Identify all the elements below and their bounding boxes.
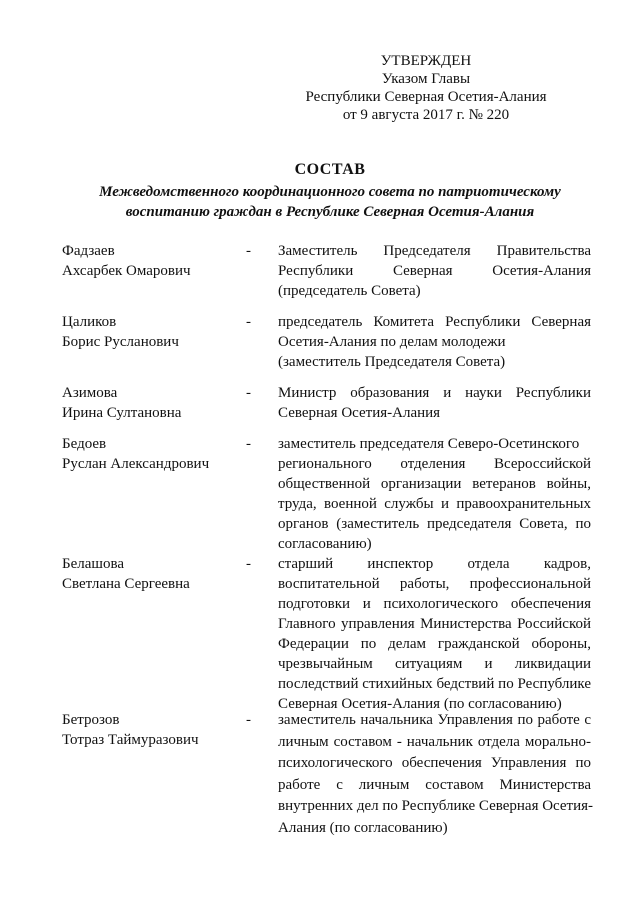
role-line: председатель Комитета Республики Северная (278, 314, 591, 330)
role-line: работе с личным составом Министерства (278, 776, 591, 793)
approval-decree: Указом Главы (381, 71, 471, 87)
role-line: общественной организации ветеранов войны, (278, 476, 591, 492)
role-line: Республики Северная Осетия-Алания (278, 263, 591, 279)
member-dash: - (246, 385, 251, 401)
member-dash: - (246, 556, 251, 572)
role-line: подготовки и психологического обеспечения (278, 596, 591, 612)
role-line: заместитель председателя Северо-Осетинского (278, 436, 580, 452)
member-surname: Цаликов (62, 314, 117, 330)
role-line: личным составом - начальник отдела морально- (278, 733, 591, 750)
member-name (62, 434, 232, 474)
role-line: старший инспектор отдела кадров, (278, 556, 591, 572)
member-role (278, 434, 591, 554)
role-line: Заместитель Председателя Правительства (278, 243, 591, 259)
approval-stamp (296, 52, 556, 124)
member-name (62, 554, 232, 594)
role-line: Алания (по согласованию) (278, 819, 448, 836)
role-line: (председатель Совета) (278, 283, 421, 299)
approval-date: от 9 августа 2017 г. № 220 (342, 107, 510, 123)
member-surname: Азимова (62, 385, 118, 401)
member-dash: - (246, 712, 251, 728)
member-given-name: Ахсарбек Омарович (62, 263, 191, 279)
role-line: последствий стихийных бедствий по Республике (278, 676, 591, 692)
page-subtitle (40, 182, 620, 222)
member-surname: Бедоев (62, 436, 107, 452)
member-given-name: Руслан Александрович (62, 456, 210, 472)
role-line: (заместитель Председателя Совета) (278, 354, 506, 370)
member-dash: - (246, 436, 251, 452)
role-line: труда, военной службы и правоохранительных (278, 496, 591, 512)
role-line: психологического обеспечения Управления по (278, 755, 591, 771)
page-title: СОСТАВ (294, 161, 366, 178)
role-line: Северная Осетия-Алания (278, 405, 441, 421)
member-role (278, 383, 591, 423)
role-line: Федерации по делам гражданской обороны, (278, 636, 591, 652)
subtitle-line: воспитанию граждан в Республике Северная Осетия-Алания (125, 204, 535, 220)
role-line: заместитель начальника Управления по работе с (278, 712, 591, 728)
approval-authority: Республики Северная Осетия-Алания (305, 89, 547, 105)
role-line: регионального отделения Всероссийской (278, 456, 591, 472)
member-name (62, 241, 232, 281)
role-line: чрезвычайным ситуациям и ликвидации (278, 656, 591, 672)
member-surname: Белашова (62, 556, 125, 572)
role-line: Министр образования и науки Республики (278, 385, 591, 401)
member-role (278, 710, 594, 839)
member-given-name: Тотраз Таймуразович (62, 732, 199, 748)
member-name (62, 312, 232, 352)
role-line: Осетия-Алания по делам молодежи (278, 334, 506, 350)
subtitle-line: Межведомственного координационного совета по патриотическому (99, 184, 561, 200)
member-given-name: Борис Русланович (62, 334, 179, 350)
member-given-name: Светлана Сергеевна (62, 576, 190, 592)
member-name (62, 710, 232, 750)
role-line: согласованию) (278, 536, 372, 552)
member-role (278, 554, 591, 714)
member-dash: - (246, 314, 251, 330)
member-dash: - (246, 243, 251, 259)
member-given-name: Ирина Султановна (62, 405, 182, 421)
approval-approved: УТВЕРЖДЕН (380, 53, 472, 69)
member-role (278, 241, 591, 301)
member-name (62, 383, 232, 423)
member-surname: Бетрозов (62, 712, 120, 728)
role-line: Северная Осетия-Алания (по согласованию) (278, 696, 562, 712)
document-heading (40, 160, 620, 222)
member-surname: Фадзаев (62, 243, 115, 259)
member-role (278, 312, 591, 372)
role-line: воспитательной работы, профессиональной (278, 576, 591, 592)
role-line: Главного управления Министерства Российской (278, 616, 591, 632)
role-line: органов (заместитель председателя Совета, по (278, 516, 591, 532)
role-line: внутренних дел по Республике Северная Осетия- (278, 798, 594, 814)
